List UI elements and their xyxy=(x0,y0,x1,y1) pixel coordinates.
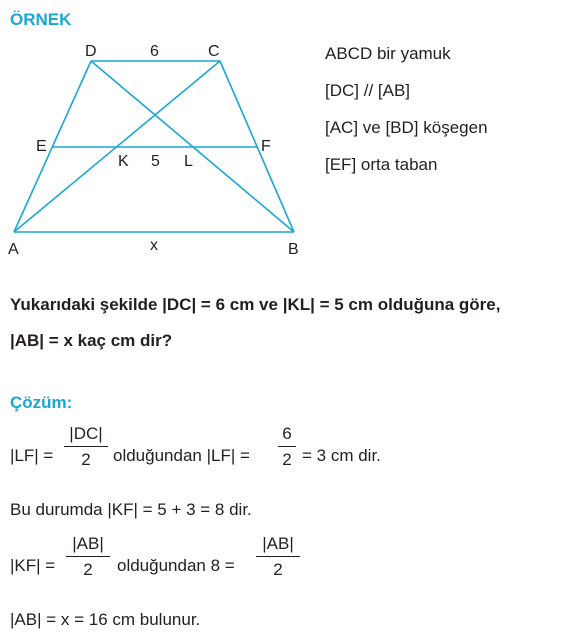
label-l: L xyxy=(184,153,193,170)
given-1: ABCD bir yamuk xyxy=(325,44,451,63)
fraction-numerator: 6 xyxy=(282,424,292,443)
solution-heading: Çözüm: xyxy=(10,393,73,412)
label-k: K xyxy=(118,153,129,170)
solution-3-mid: olduğundan 8 = xyxy=(117,556,235,575)
label-d: D xyxy=(85,43,97,60)
label-c: C xyxy=(208,43,220,60)
fraction-denominator: 2 xyxy=(273,560,283,580)
label-dc-value: 6 xyxy=(150,43,159,60)
fraction-denominator: 2 xyxy=(282,450,292,470)
trapezoid-figure xyxy=(0,38,310,298)
given-3: [AC] ve [BD] köşegen xyxy=(325,118,488,137)
fraction-denominator: 2 xyxy=(81,450,91,470)
given-2: [DC] // [AB] xyxy=(325,81,411,100)
label-ab-value: x xyxy=(150,237,158,254)
fraction-numerator: |AB| xyxy=(262,534,294,553)
fraction-numerator: |DC| xyxy=(69,424,103,443)
fraction-ab-over-two xyxy=(256,534,300,580)
solution-1-rhs: = 3 cm dir. xyxy=(302,446,381,465)
fraction-kf-ab xyxy=(66,534,110,580)
fraction-bar xyxy=(256,556,300,557)
given-4: [EF] orta taban xyxy=(325,155,438,174)
fraction-six-over-two xyxy=(278,424,296,470)
solution-line-4: |AB| = x = 16 cm bulunur. xyxy=(10,610,201,629)
example-heading: ÖRNEK xyxy=(10,10,72,29)
solution-3-lhs: |KF| = xyxy=(10,556,56,575)
label-e: E xyxy=(36,138,47,155)
label-a: A xyxy=(8,241,19,258)
solution-1-lhs: |LF| = xyxy=(10,446,54,465)
question-line-2: |AB| = x kaç cm dir? xyxy=(10,331,173,350)
solution-line-2: Bu durumda |KF| = 5 + 3 = 8 dir. xyxy=(10,500,252,519)
fraction-denominator: 2 xyxy=(83,560,93,580)
fraction-bar xyxy=(66,556,110,557)
solution-1-mid: olduğundan |LF| = xyxy=(113,446,250,465)
fraction-bar xyxy=(64,446,108,447)
label-b: B xyxy=(288,241,299,258)
label-kl-value: 5 xyxy=(151,153,160,170)
question-line-1: Yukarıdaki şekilde |DC| = 6 cm ve |KL| = 5 cm olduğuna göre, xyxy=(10,295,501,314)
fraction-bar xyxy=(278,446,296,447)
fraction-numerator: |AB| xyxy=(72,534,104,553)
label-f: F xyxy=(261,138,271,155)
fraction-lf-dc xyxy=(64,424,108,470)
